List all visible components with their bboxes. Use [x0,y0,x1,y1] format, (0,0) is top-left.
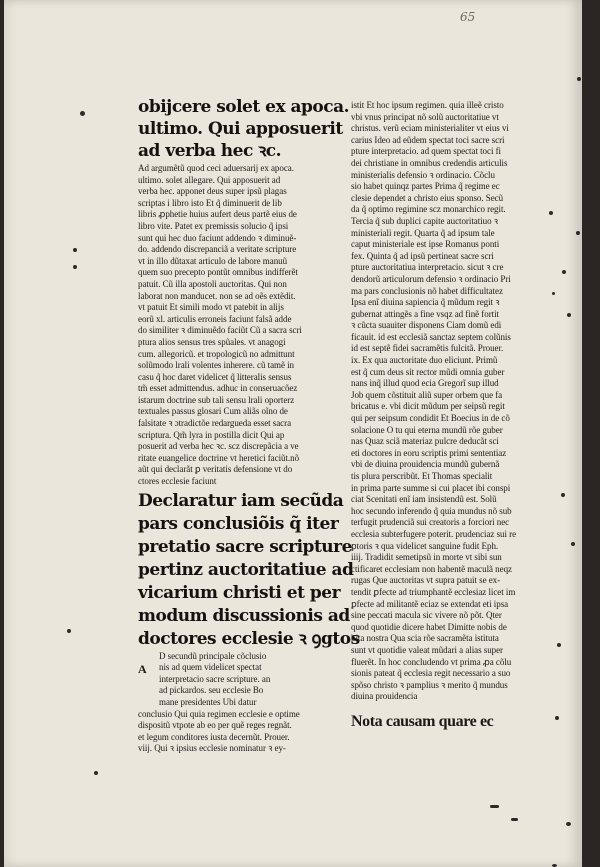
text-line: bricatus e. vbi dicit mũdum per seipsũ regit [351,401,505,412]
text-line: Ipsa enĩ diuina sapiencia q̃ mũdum regit ꝛ [351,297,500,308]
text-line: sunt vt quotidie valeat mũdari a alias super [351,644,504,655]
section-with-initial [138,651,334,755]
right-text-column [351,100,557,820]
text-line: viij. Qui ꝛ ipsius ecclesie nominatur ꝛ ey- [138,743,286,754]
text-line: casu q̃ hoc daret videlicet q̃ litteralis sensus [138,371,292,382]
text-line: ma pars conclusionis nõ habet difficultatez [351,285,503,296]
text-line: mane presidentes Ubi datur [159,697,257,707]
text-line: clesie dependet a christo eius sponso. Secũ [351,192,504,203]
text-line: do. addendo discrepanciã a veritate scripture [138,244,297,255]
text-line: istarum doctrine sub tali sensu lrali oporterz [138,394,295,405]
text-line: ctores ecclesie faciunt [138,476,217,487]
left-mid-heading-line: pretatio sacre scripture [138,536,352,557]
text-line: vbi vnus principat nõ solũ auctoritatiue vt [351,111,499,122]
text-line: vbi de diuina prouidencia mundũ gubernã [351,459,500,470]
ink-spot [562,270,566,274]
ink-spot [566,822,571,826]
ink-spot [94,771,98,775]
ink-spot [80,111,85,116]
text-line: sionis pateat q̃ ecclesia regit necessario a suo [351,668,511,679]
book-page [4,0,582,867]
ink-spot [557,643,561,647]
left-mid-heading-line: pars conclusiõis q̃ iter [138,513,339,534]
text-line: conclusio Qui quia regimen ecclesie e optime [138,708,300,719]
text-line: dendorũ articulorum defensio ꝛ ordinacio Pri [351,273,511,284]
text-line: hoc secundo inferendo q̃ quia mundus nõ sub [351,505,512,516]
text-line: quod quotidie dicere habet Dimitte nobis de [351,621,507,632]
text-line: textuales passus glosari Cum aliãs oĩno de [138,406,288,417]
text-line: gubernat attingẽs a fine vsqz ad finẽ fortit [351,308,499,319]
text-line: fex. Quinta q̃ ad ipsũ pertineat sacre scri [351,250,494,261]
left-top-heading-line: obijcere solet ex apoca. [138,97,350,117]
text-line: libro vite. Patet ex premissis solucio q̃ ipsi [138,220,289,231]
text-line: cum. allegoricũ. et tropologicũ no admittunt [138,348,295,359]
text-line: carius Ideo ad eũdem spectat toci sacre scri [351,134,505,145]
text-line: vt in illo dũtaxat articulo de labore manuũ [138,255,288,266]
text-line: patuit. Cũ illa apostoli auctoritas. Qui non [138,278,287,289]
text-line: ficauit. id est ecclesiã sanctaz septem colũnis [351,331,511,342]
text-line: et legum conditores iusta decernũt. Prouer. [138,731,290,742]
left-body-text [138,163,334,488]
text-line: dispositũ vtpote ab eo per quẽ reges regnãt. [138,720,292,731]
ink-spot [571,542,575,546]
text-line: laborat non manducet. non se ad oẽs extẽdit. [138,290,296,301]
text-line: Job quem cõstituit aliũ super orbem que fa [351,389,503,400]
text-line: ix. Ex qua auctoritate duo eliciunt. Primũ [351,355,498,366]
text-line: do similiter ꝛ diminuẽdo faciũt Cũ a sacra scri [138,325,302,336]
text-line: spõso christo ꝛ pamplius ꝛ merito q̃ mundus [351,679,508,690]
text-line: id est septẽ fidei sacramẽtis fulcitã. Prouer. [351,343,504,354]
text-line: falsitate ꝛ ɔtradictõe redargueda esset sacra [138,418,292,429]
text-line: fluerẽt. In hoc concludendo vt prima ꝓa cõlu [351,656,512,667]
text-line: aũt qui declarãt ꝑ veritatis defensione vt do [138,464,293,475]
text-line: qui per seipsum condidit Et Boecius in de cõ [351,413,510,424]
text-line: caput ministeriale est ipse Romanus ponti [351,239,500,250]
text-line: Tercia q̃ sub duplici capite auctoritatiuo ꝛ [351,215,498,226]
text-line: terfugit prudenciã sui creatoris a forciori nec [351,517,510,528]
left-mid-heading-line: vicarium christi et per [138,582,341,603]
right-column-heading: Nota causam quare ec [351,712,494,730]
text-line: tm̃ esset admittendus. adhuc in conseruacõez [138,383,298,394]
text-line: sunt qui hec duo faciunt addendo ꝛ diminuẽ- [138,232,297,243]
text-line: rugas Que auctoritas vt supra patuit se ex- [351,575,501,586]
text-line: ꝑtoris ꝛ qua videlicet sanguine fudit Eph. [351,540,499,551]
left-top-heading-line: ultimo. Qui apposuerit [138,119,343,139]
text-line: verba hec. apponet deus super ipsũ plagas [138,186,287,197]
text-line: scriptura. Qm̃ lyra in postilla dicit Qui ap [138,429,285,440]
text-line: dei christiane in omnibus credendis articulis [351,157,508,168]
text-line: ciat Scenitati enĩ iam insistendũ est. Solũ [351,494,497,505]
text-line: pture auctoritatiua interpretacio. sicut ꝛ cre [351,262,504,273]
text-line: nas Quaz sciã materiaz pulcre deducãt sci [351,436,499,447]
text-line: bita nostra Qua scia rõe sacramẽta istituta [351,633,499,644]
text-line: D secundũ principale cõclusio [159,650,267,661]
text-line: ultimo. solet allegare. Qui apposuerit ad [138,174,281,185]
ink-spot [73,248,77,252]
text-line: solũmodo lrali volentes inherere. cũ tamẽ in [138,360,295,371]
text-line: iiij. Tradidit semetipsũ in morte vt sibi sun [351,552,502,563]
ink-spot [561,493,565,497]
text-line: da q̃ optimo regimine scz monarchico regit. [351,204,506,215]
text-line: sine peccati macula sic vivere nõ põt. Qter [351,610,502,621]
text-line: interpretacio sacre scripture. an [159,673,271,684]
left-mid-heading-line: modum discussionis ad [138,605,350,626]
text-line: eti doctores in eoru scriptis primi sententiaz [351,447,507,458]
text-line: nis ad quem videlicet spectat [159,662,262,673]
text-line: est q̃ cum deus sit rector mũdi omnia guber [351,366,505,377]
left-top-heading-line: ad verba hec ꝛc. [138,141,282,161]
ink-spot [576,231,580,235]
left-mid-heading-line: pertinz auctoritatiue ad [138,559,354,580]
text-line: ptura alios sensus tres spũales. vt anagogi [138,336,286,347]
text-line: nans inq̃ illud quod ecia Gregorĩ sup illud [351,378,499,389]
text-line: sio habet quinqz partes Prima q̃ regime ec [351,181,500,192]
ink-spot [567,313,571,317]
text-line: posuerit ad verba hec ꝛc. scz discrepãcia a ve [138,441,299,452]
text-line: ritate euangelice doctrine vt heretici faciũt.nõ [138,452,300,463]
ink-spot [73,265,77,269]
text-line: in prima parte summe si cui placet ibi conspi [351,482,511,493]
text-line: tendit ꝑfecte ad triumphantẽ ecclesiaz licet im [351,586,516,597]
text-line: christus. verũ eciam ministerialiter vt eius vi [351,123,509,134]
text-line: libris ꝓphetie huius aufert deus partẽ eius de [138,209,297,220]
text-line: ctificaret ecclesiam non habentẽ maculã neqz [351,563,512,574]
ink-spot [67,629,71,633]
text-line: diuina prouidencia [351,691,418,702]
page-number: 65 [460,10,476,24]
text-line: ministeriali regit. Quarta q̃ ad ipsum tale [351,227,495,238]
text-line: Ad argumẽtũ quod ceci aduersarij ex apoca. [138,163,294,173]
text-line: ꝛ cũcta suauiter disponens Ciam domũ edi [351,320,502,331]
ink-spot [577,77,581,81]
text-line: quem suo precepto pontũt omnibus indifferẽt [138,267,298,278]
text-line: solacione O tu qui eterna mundũ rõe guber [351,424,503,435]
text-line: eorũ xl. articulis erroneis faciunt falsã adde [138,313,292,324]
text-line: istit Et hoc ipsum regimen. quia illeẽ cristo [351,100,504,110]
left-mid-heading-line: Declaratur iam secũda [138,490,344,511]
text-line: ecclesia subterfugere poterit. prudenciaz sui re [351,528,517,539]
text-line: tis plura perscribũt. Et Thomas specialit [351,471,493,481]
left-text-column [138,97,360,774]
text-line: scriptas i libro isto Et q̃ diminuerit de lib [138,197,282,208]
text-line: ꝑfecte ad militantẽ eciaz se extendat eti ipsa [351,598,509,609]
text-line: ministerialis defensio ꝛ ordinacio. Cõclu [351,169,495,180]
text-line: vt patuit Et simili modo vt patebit in alijs [138,302,284,313]
text-line: pture interpretacio. ad quem spectat toci fi [351,146,501,157]
initial-letter: A [138,661,147,676]
left-mid-heading-line: doctores ecclesie ꝛ ꝯgtos [138,628,360,649]
text-line: ad pickardos. seu ecclesie Bo [159,685,264,696]
